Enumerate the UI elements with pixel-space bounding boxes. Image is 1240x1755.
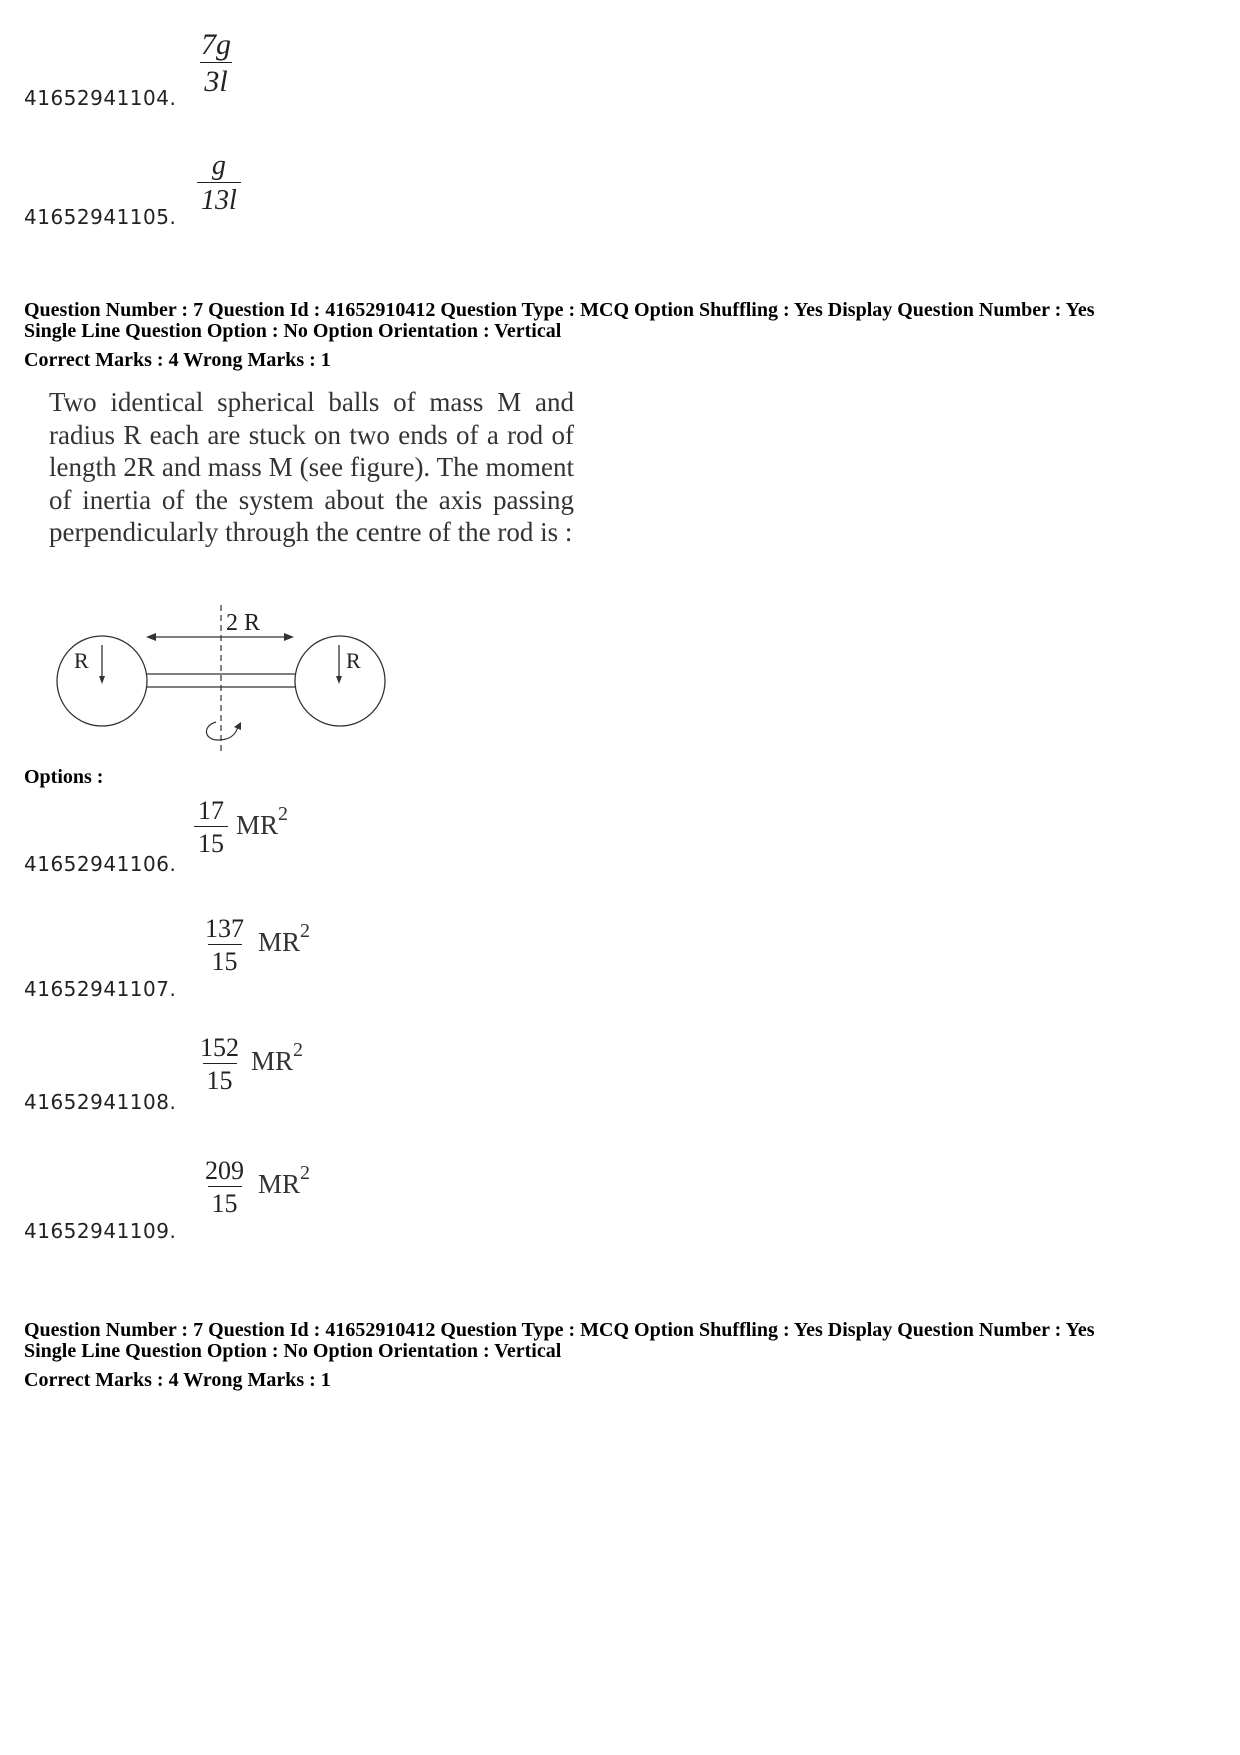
right-radius-label: R (346, 648, 361, 673)
fraction-numerator: 152 (200, 1033, 239, 1062)
unit-exponent: 2 (278, 803, 289, 825)
fraction-numerator: g (211, 150, 226, 181)
unit-exponent: 2 (293, 1039, 304, 1061)
arrowhead-right (284, 633, 294, 641)
unit-term (236, 803, 289, 841)
option-expression (201, 916, 310, 975)
fraction-numerator: 17 (198, 796, 224, 825)
unit-term (251, 1039, 304, 1077)
question-marks-line: Correct Marks : 4 Wrong Marks : 1 (24, 1369, 331, 1391)
unit-exponent: 2 (300, 1162, 311, 1184)
question-meta-line: Question Number : 7 Question Id : 41652910412 Question Type : MCQ Option Shuffling : Yes Display Question Number : Yes (24, 1319, 1095, 1341)
option-fraction (194, 798, 228, 857)
question-marks-line: Correct Marks : 4 Wrong Marks : 1 (24, 349, 331, 371)
question-meta-line: Question Number : 7 Question Id : 41652910412 Question Type : MCQ Option Shuffling : Yes Display Question Number : Yes (24, 299, 1095, 321)
fraction-numerator: 209 (205, 1156, 244, 1185)
question-meta (24, 300, 1094, 371)
question-meta (24, 1320, 1094, 1391)
fraction-denominator: 15 (208, 944, 242, 975)
option-fraction (201, 916, 248, 975)
option-fraction (197, 30, 235, 97)
option-expression (201, 1158, 310, 1217)
question-text: Two identical spherical balls of mass M and radius R each are stuck on two ends of a rod of length 2R and mass M (see figure). The moment of inertia of the system about the axis passing perpendicularly through the centre of the rod is : (49, 387, 574, 547)
option-fraction (201, 1158, 248, 1217)
option-id: 41652941108. (24, 1090, 177, 1114)
question-meta-line: Single Line Question Option : No Option Orientation : Vertical (24, 320, 562, 342)
dumbbell-figure (40, 600, 400, 760)
fraction-denominator: 15 (203, 1063, 237, 1094)
question-meta-line: Single Line Question Option : No Option Orientation : Vertical (24, 1340, 562, 1362)
fraction-numerator: 7g (201, 28, 231, 61)
option-id: 41652941104. (24, 86, 177, 110)
option-expression (194, 798, 288, 857)
rotation-arrow (206, 722, 238, 740)
fraction-denominator: 15 (194, 826, 228, 857)
option-id: 41652941109. (24, 1219, 177, 1243)
unit-term (258, 1162, 311, 1200)
options-label: Options : (24, 766, 104, 788)
option-id: 41652941105. (24, 205, 177, 229)
fraction-denominator: 15 (208, 1186, 242, 1217)
option-expression (196, 1035, 303, 1094)
unit-mr: MR (258, 927, 301, 957)
right-radius-arrowhead (336, 676, 342, 684)
unit-mr: MR (251, 1046, 294, 1076)
left-radius-label: R (74, 648, 89, 673)
option-id: 41652941106. (24, 852, 177, 876)
fraction-denominator: 3l (200, 62, 231, 97)
left-radius-arrowhead (99, 676, 105, 684)
unit-term (258, 920, 311, 958)
fraction-numerator: 137 (205, 914, 244, 943)
unit-mr: MR (236, 810, 279, 840)
fraction-denominator: 13l (197, 182, 241, 215)
option-id: 41652941107. (24, 977, 177, 1001)
option-fraction (197, 152, 241, 215)
arrowhead-left (146, 633, 156, 641)
option-fraction (196, 1035, 243, 1094)
rod-length-label: 2 R (226, 610, 261, 636)
unit-exponent: 2 (300, 920, 311, 942)
unit-mr: MR (258, 1169, 301, 1199)
